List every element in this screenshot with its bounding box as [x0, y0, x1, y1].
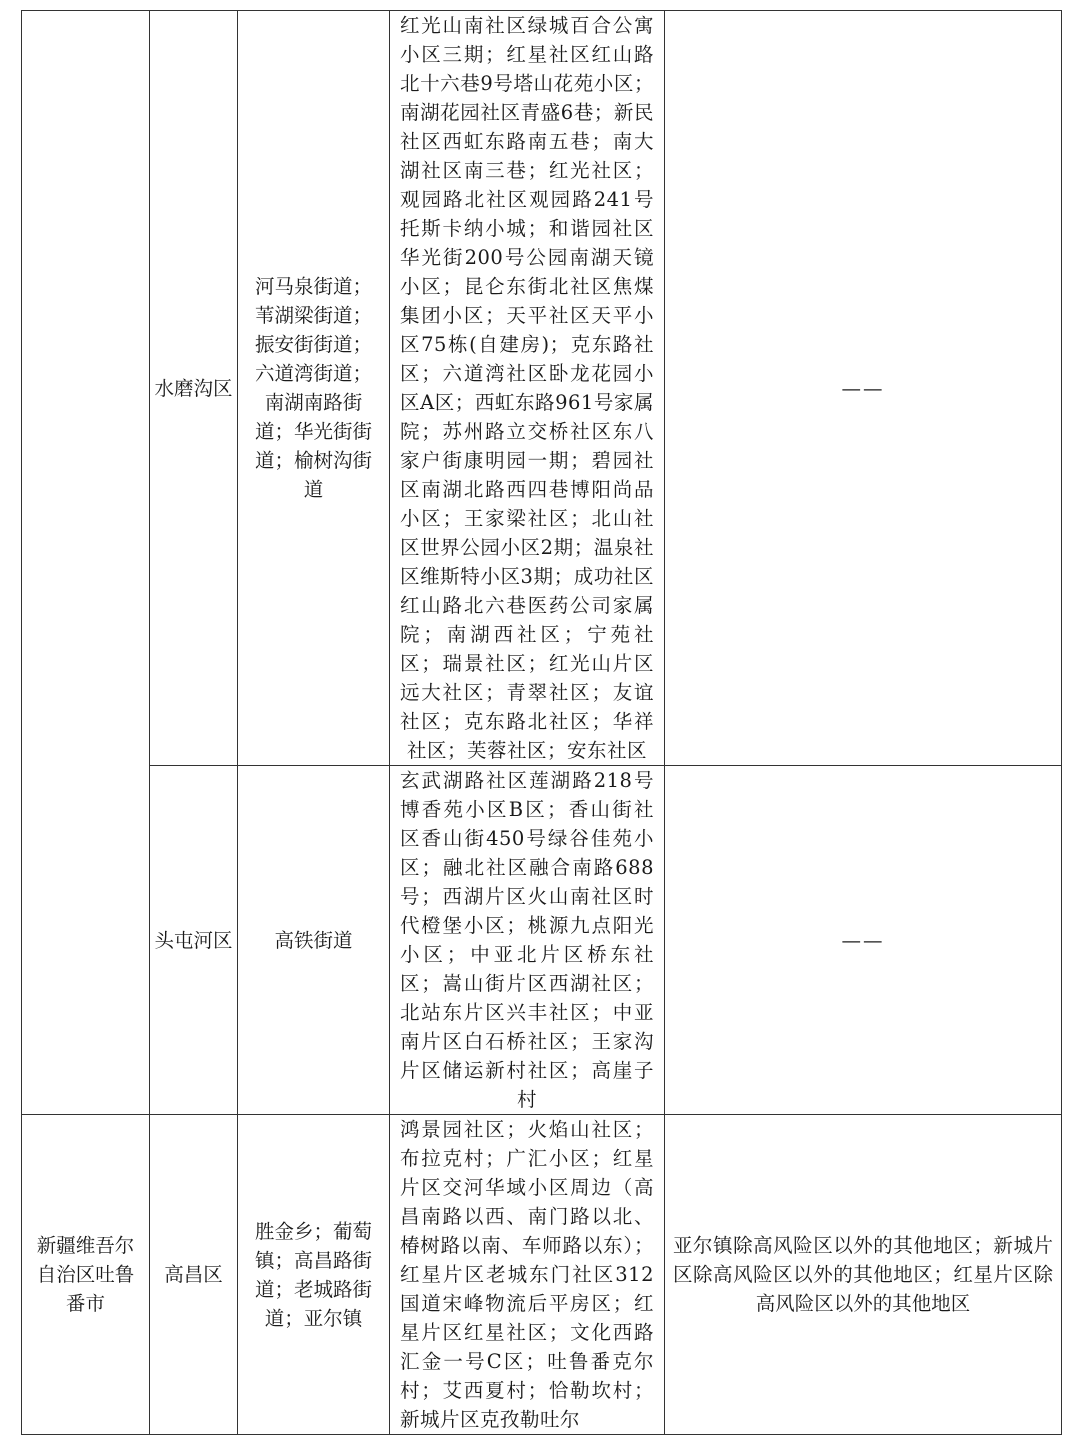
streets-cell	[238, 766, 390, 1115]
table-row	[22, 1115, 1062, 1435]
district-text: 高昌区	[164, 1263, 223, 1286]
streets-text: 高铁街道	[274, 928, 353, 952]
areas-text: 红光山南社区绿城百合公寓小区三期；红星社区红山路北十六巷9号塔山花苑小区；南湖花园社区青盛6巷；新民社区西虹东路南五巷；南大湖社区南三巷；红光社区；观园路北社区观园路241号托斯卡纳小城；和谐园社区华光街200号公园南湖天镜小区；昆仑东街北社区焦煤集团小区；天平社区天平小区75栋(自建房)；克东路社区；六道湾社区卧龙花园小区A区；西虹东路961号家属院；苏州路立交桥社区东八家户街康明园一期；碧园社区南湖北路西四巷博阳尚品小区；王家梁社区；北山社区世界公园小区2期；温泉社区维斯特小区3期；成功社区红山路北六巷医药公司家属院；南湖西社区；宁苑社区；瑞景社区；红光山片区远大社区；青翠社区；友谊社区；克东路北社区；华祥社区；芙蓉社区；安东社区	[400, 14, 654, 762]
district-cell	[150, 1115, 238, 1435]
other-areas-text: 亚尔镇除高风险区以外的其他地区；新城片区除高风险区以外的其他地区；红星片区除高风险区以外的其他地区	[673, 1234, 1053, 1315]
streets-text: 河马泉街道；苇湖梁街道；振安街街道；六道湾街道；南湖南路街道；华光街街道；榆树沟街道	[254, 275, 372, 501]
city-text: 新疆维吾尔自治区吐鲁番市	[36, 1234, 135, 1315]
table-row	[22, 766, 1062, 1115]
risk-area-table	[21, 10, 1062, 1435]
areas-text: 玄武湖路社区莲湖路218号博香苑小区B区；香山街社区香山街450号绿谷佳苑小区；融北社区融合南路688号；西湖片区火山南社区时代橙堡小区；桃源九点阳光小区；中亚北片区桥东社区；嵩山街片区西湖社区；北站东片区兴丰社区；中亚南片区白石桥社区；王家沟片区储运新村社区；高崖子村	[400, 769, 654, 1111]
district-cell	[150, 11, 238, 766]
areas-cell	[390, 766, 665, 1115]
streets-cell	[238, 1115, 390, 1435]
table-row	[22, 11, 1062, 766]
other-areas-text: ——	[841, 928, 885, 952]
city-cell	[22, 11, 150, 1115]
other-areas-cell	[665, 11, 1062, 766]
district-text: 头屯河区	[154, 928, 233, 952]
streets-cell	[238, 11, 390, 766]
district-text: 水磨沟区	[154, 376, 233, 400]
other-areas-cell	[665, 766, 1062, 1115]
city-cell	[22, 1115, 150, 1435]
areas-cell	[390, 1115, 665, 1435]
other-areas-cell	[665, 1115, 1062, 1435]
other-areas-text: ——	[841, 376, 885, 400]
areas-text: 鸿景园社区；火焰山社区；布拉克村；广汇小区；红星片区交河华域小区周边（高昌南路以西、南门路以北、椿树路以南、车师路以东）；红星片区老城东门社区312国道宋峰物流后平房区；红星片区红星社区；文化西路汇金一号C区；吐鲁番克尔村；艾西夏村；恰勒坎村；新城片区克孜勒吐尔	[400, 1118, 654, 1431]
streets-text: 胜金乡；葡萄镇；高昌路街道；老城路街道；亚尔镇	[254, 1219, 372, 1330]
district-cell	[150, 766, 238, 1115]
areas-cell	[390, 11, 665, 766]
